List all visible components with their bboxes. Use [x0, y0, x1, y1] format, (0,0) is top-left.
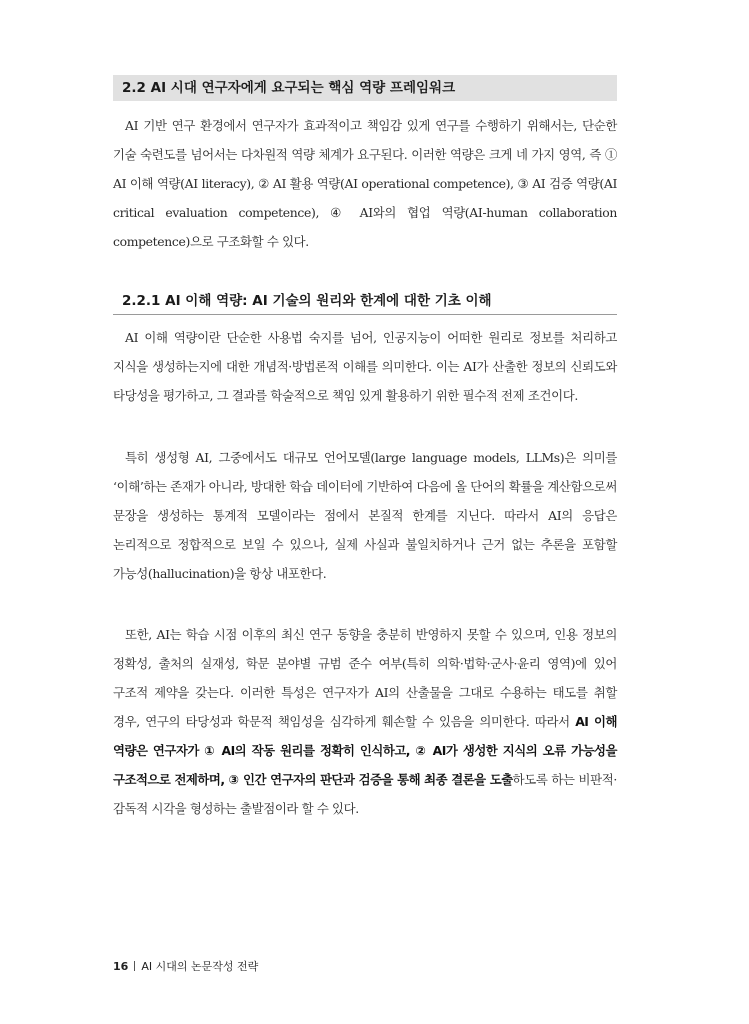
- section-heading: 2.2 AI 시대 연구자에게 요구되는 핵심 역량 프레임워크: [113, 75, 617, 101]
- subsection-paragraph-1: [113, 323, 617, 410]
- section-intro-text: AI 기반 연구 환경에서 연구자가 효과적이고 책임감 있게 연구를 수행하기 위해서는, 단순한 기술 숙련도를 넘어서는 다차원적 역량 체계가 요구된다. 이러한 역량은 크게 네 가지 영역, 즉 ① AI 이해 역량(AI literacy), ② AI 활용 역량(AI operational competence), ③ AI 검증 역량(AI critical evaluation competence), ④ AI와의 협업 역량(AI-human collaboration competence)으로 구조화할 수 있다.: [113, 118, 617, 249]
- subsection-paragraph-1-text: AI 이해 역량이란 단순한 사용법 숙지를 넘어, 인공지능이 어떠한 원리로 정보를 처리하고 지식을 생성하는지에 대한 개념적·방법론적 이해를 의미한다. 이는 AI가 산출한 정보의 신뢰도와 타당성을 평가하고, 그 결과를 학술적으로 책임 있게 활용하기 위한 필수적 전제 조건이다.: [113, 330, 617, 403]
- subsection-paragraph-3: [113, 620, 617, 823]
- subsection-paragraph-2: [113, 443, 617, 588]
- page-footer: [113, 958, 258, 976]
- footer-book-title: AI 시대의 논문작성 전략: [141, 960, 259, 973]
- footer-divider: [134, 961, 135, 971]
- subsection-paragraph-3-emphasis: AI 이해 역량은 연구자가 ① AI의 작동 원리를 정확히 인식하고, ② AI가 생성한 지식의 오류 가능성을 구조적으로 전제하며, ③ 인간 연구자의 판단과 검증을 통해 최종 결론을 도출: [113, 714, 618, 787]
- subsection-paragraph-2-text: 특히 생성형 AI, 그중에서도 대규모 언어모델(large language models, LLMs)은 의미를 ‘이해’하는 존재가 아니라, 방대한 학습 데이터에 기반하여 다음에 올 단어의 확률을 계산함으로써 문장을 생성하는 통계적 모델이라는 점에서 본질적 한계를 지닌다. 따라서 AI의 응답은 논리적으로 정합적으로 보일 수 있으나, 실제 사실과 불일치하거나 근거 없는 추론을 포함할 가능성(hallucination)을 항상 내포한다.: [113, 450, 617, 581]
- page-number: 16: [113, 960, 129, 973]
- subsection-paragraph-3-tail: 하도록 하는 비판적·감독적 시각을 형성하는 출발점이라 할 수 있다.: [113, 772, 617, 816]
- section-intro-paragraph: [113, 111, 617, 256]
- subsection-heading: 2.2.1 AI 이해 역량: AI 기술의 원리와 한계에 대한 기초 이해: [113, 289, 617, 315]
- subsection-paragraph-3-intro: 또한, AI는 학습 시점 이후의 최신 연구 동향을 충분히 반영하지 못할 수 있으며, 인용 정보의 정확성, 출처의 실재성, 학문 분야별 규범 준수 여부(특히 의학·법학·군사·윤리 영역)에 있어 구조적 제약을 갖는다. 이러한 특성은 연구자가 AI의 산출물을 그대로 수용하는 태도를 취할 경우, 연구의 타당성과 학문적 책임성을 심각하게 훼손할 수 있음을 의미한다. 따라서: [113, 627, 617, 729]
